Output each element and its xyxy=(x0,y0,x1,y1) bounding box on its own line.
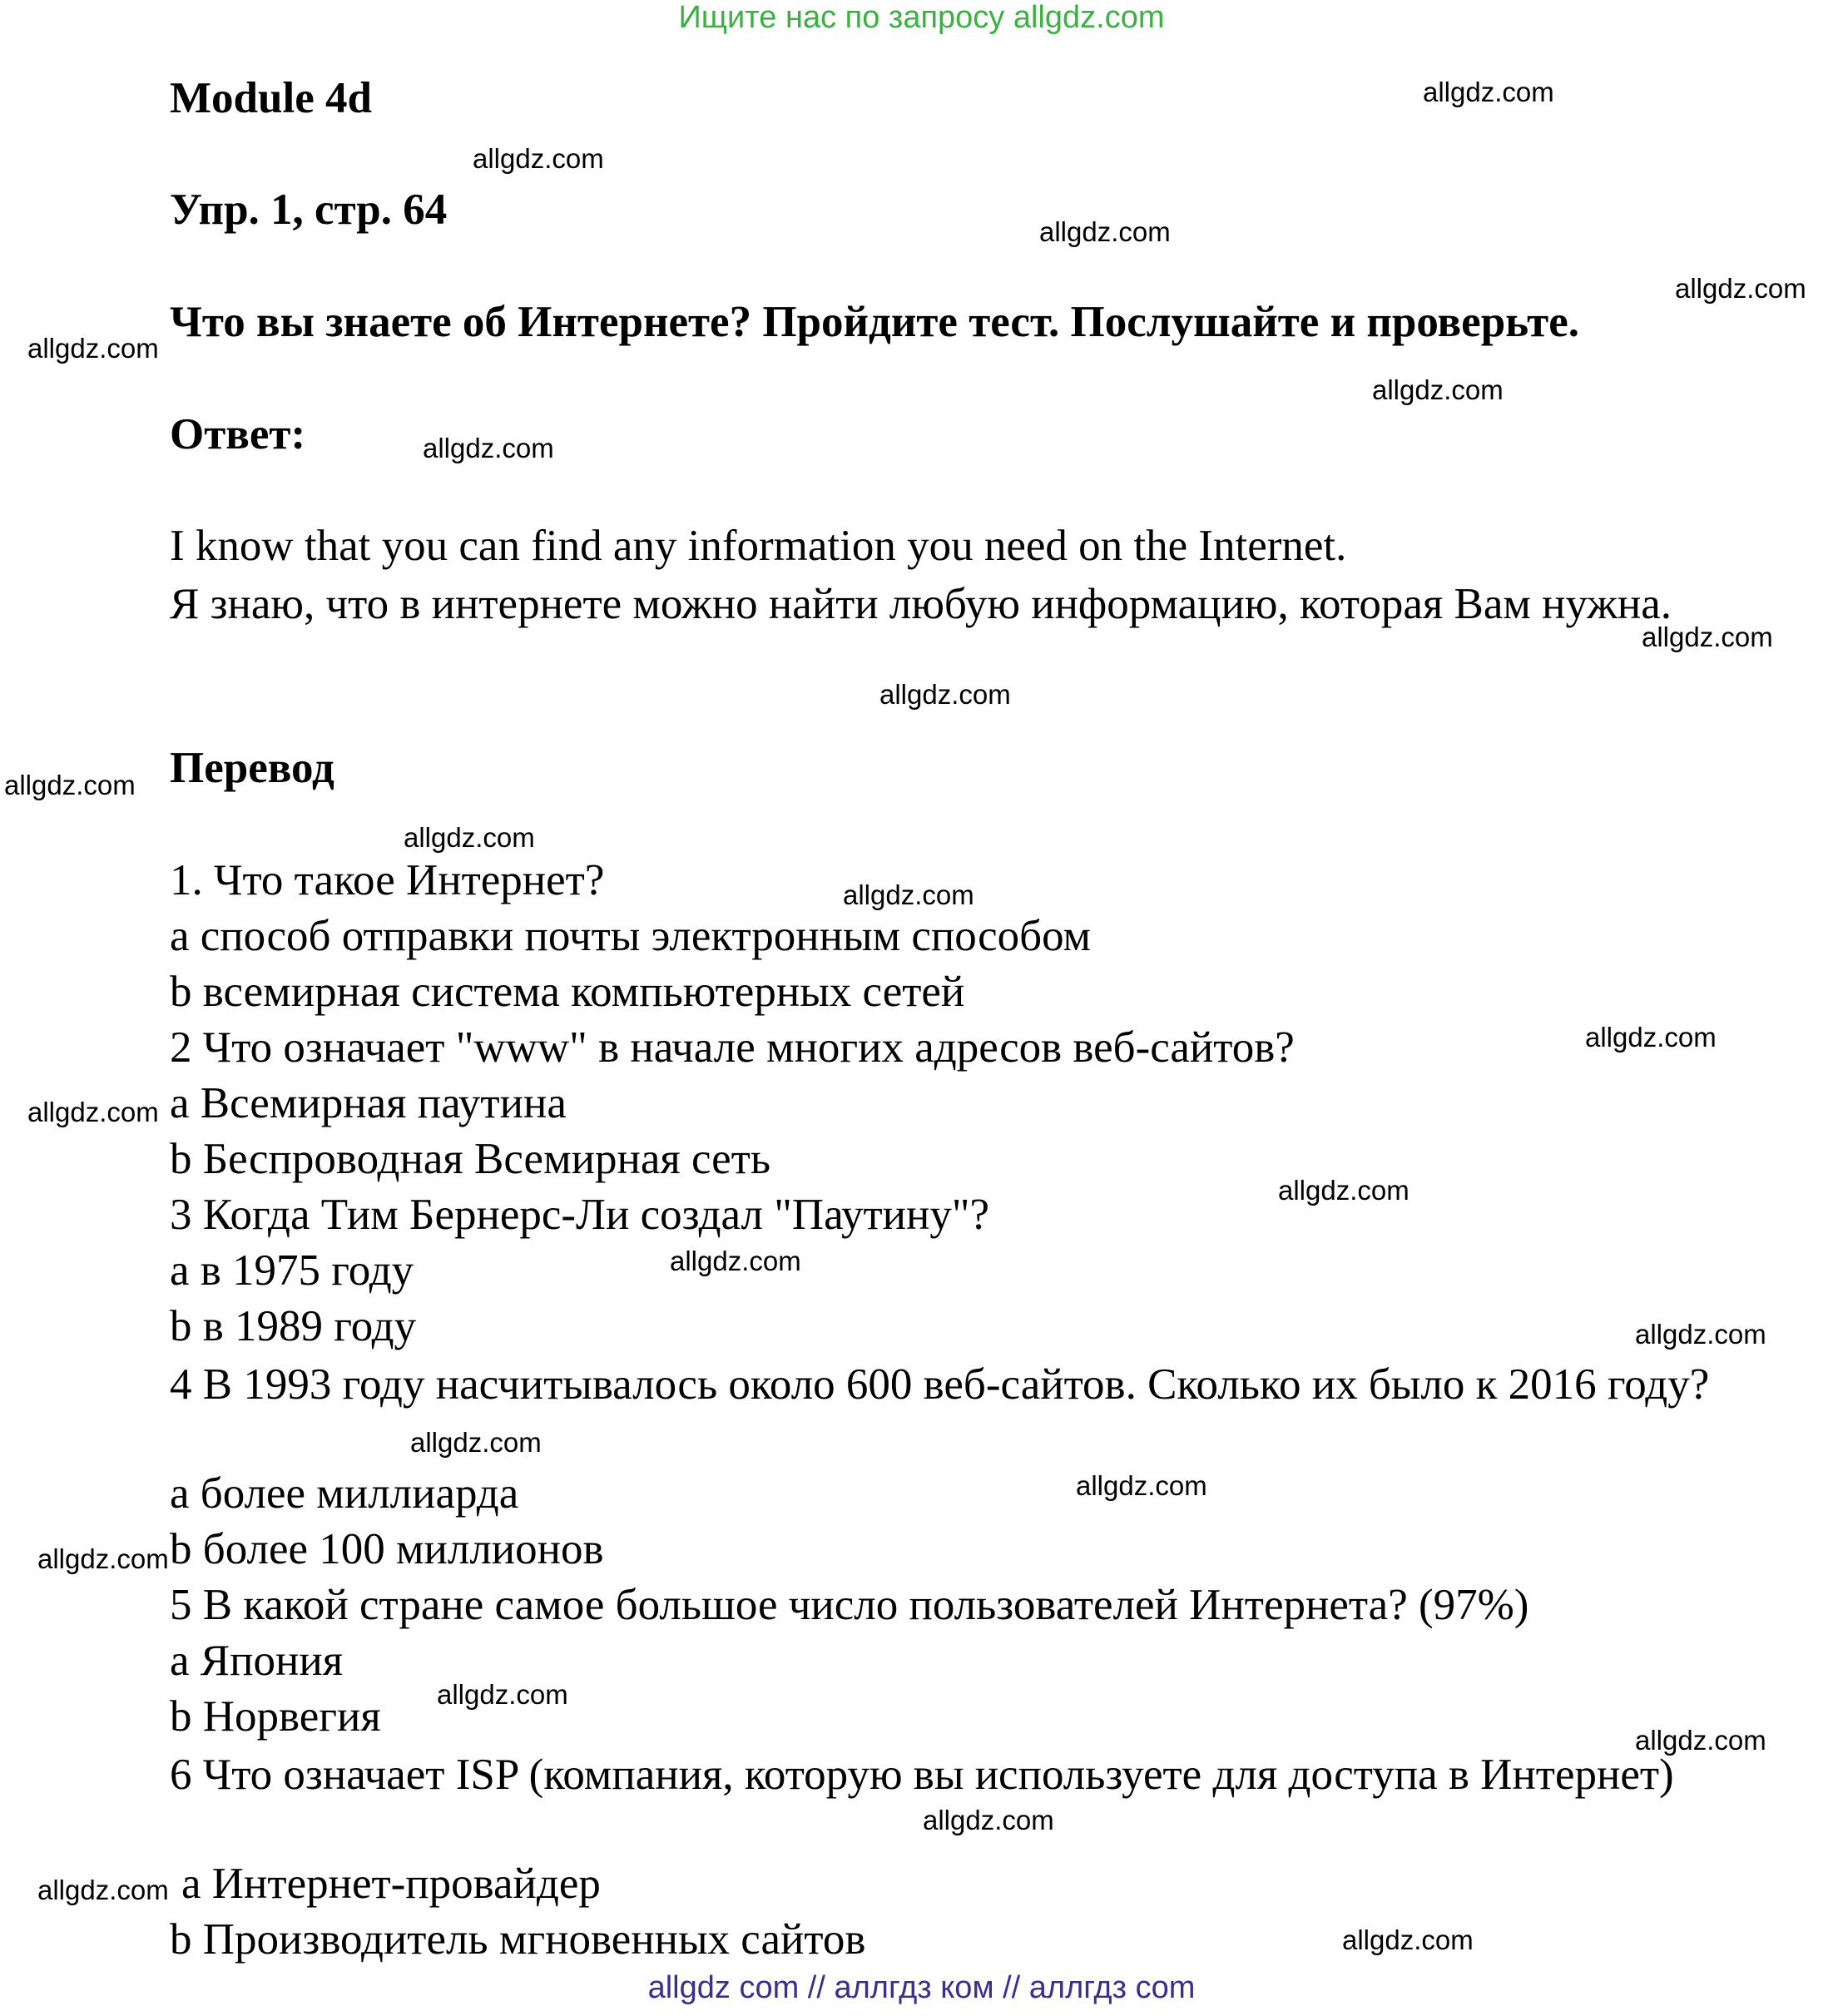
watermark: allgdz.com xyxy=(923,1805,1054,1835)
watermark: allgdz.com xyxy=(37,1543,169,1574)
watermark: allgdz.com xyxy=(1635,1319,1766,1350)
answer-english: I know that you can find any information you need on the Internet. xyxy=(170,522,1347,570)
question-4: 4 В 1993 году насчитывалось около 600 веб-сайтов. Сколько их было к 2016 году? xyxy=(170,1360,1710,1409)
question-4-option-a: a более миллиарда xyxy=(170,1469,519,1518)
watermark: allgdz.com xyxy=(27,1097,159,1127)
watermark: allgdz.com xyxy=(1278,1175,1409,1206)
question-3-option-a: a в 1975 году xyxy=(170,1246,414,1295)
watermark: allgdz.com xyxy=(1039,216,1171,247)
question-1-option-a: a способ отправки почты электронным способом xyxy=(170,912,1092,960)
question-6: 6 Что означает ISP (компания, которую вы используете для доступа в Интернет) xyxy=(170,1751,1674,1799)
watermark: allgdz.com xyxy=(1585,1022,1717,1053)
top-banner: Ищите нас по запросу allgdz.com xyxy=(678,0,1165,35)
watermark: allgdz.com xyxy=(1423,77,1554,107)
question-4-option-b: b более 100 миллионов xyxy=(170,1525,604,1573)
watermark: allgdz.com xyxy=(437,1679,568,1710)
watermark: allgdz.com xyxy=(1642,622,1773,652)
question-6-option-b: b Производитель мгновенных сайтов xyxy=(170,1915,866,1964)
module-title: Module 4d xyxy=(170,74,372,122)
exercise-heading: Упр. 1, стр. 64 xyxy=(170,186,448,234)
bottom-banner: allgdz com // аллгдз ком // аллгдз com xyxy=(647,1970,1196,2005)
question-2-option-b: b Беспроводная Всемирная сеть xyxy=(170,1135,771,1183)
translation-heading: Перевод xyxy=(170,744,334,792)
question-5: 5 В какой стране самое большое число пользователей Интернета? (97%) xyxy=(170,1581,1529,1629)
question-1: 1. Что такое Интернет? xyxy=(170,856,605,904)
watermark: allgdz.com xyxy=(1076,1470,1207,1501)
watermark: allgdz.com xyxy=(879,679,1011,710)
watermark: allgdz.com xyxy=(1675,273,1806,304)
question-2: 2 Что означает "www" в начале многих адресов веб-сайтов? xyxy=(170,1023,1295,1072)
question-1-option-b: b всемирная система компьютерных сетей xyxy=(170,968,965,1016)
watermark: allgdz.com xyxy=(4,770,136,800)
watermark: allgdz.com xyxy=(37,1875,169,1905)
watermark: allgdz.com xyxy=(1372,374,1504,405)
question-3: 3 Когда Тим Бернерс-Ли создал "Паутину"? xyxy=(170,1191,990,1239)
question-2-option-a: a Всемирная паутина xyxy=(170,1079,567,1127)
answer-russian: Я знаю, что в интернете можно найти любую информацию, которая Вам нужна. xyxy=(170,580,1672,628)
question-5-option-a: a Япония xyxy=(170,1637,344,1685)
watermark: allgdz.com xyxy=(1342,1924,1474,1955)
answer-heading: Ответ: xyxy=(170,410,306,458)
watermark: allgdz.com xyxy=(423,433,554,463)
watermark: allgdz.com xyxy=(670,1246,801,1276)
watermark: allgdz.com xyxy=(27,333,159,364)
watermark: allgdz.com xyxy=(473,143,604,174)
task-text: Что вы знаете об Интернете? Пройдите тест. Послушайте и проверьте. xyxy=(170,298,1579,346)
watermark: allgdz.com xyxy=(410,1427,542,1458)
question-6-option-a: a Интернет-провайдер xyxy=(181,1860,601,1908)
watermark: allgdz.com xyxy=(843,879,974,910)
watermark: allgdz.com xyxy=(404,822,535,853)
question-5-option-b: b Норвегия xyxy=(170,1692,381,1741)
watermark: allgdz.com xyxy=(1635,1725,1766,1756)
question-3-option-b: b в 1989 году xyxy=(170,1302,417,1350)
